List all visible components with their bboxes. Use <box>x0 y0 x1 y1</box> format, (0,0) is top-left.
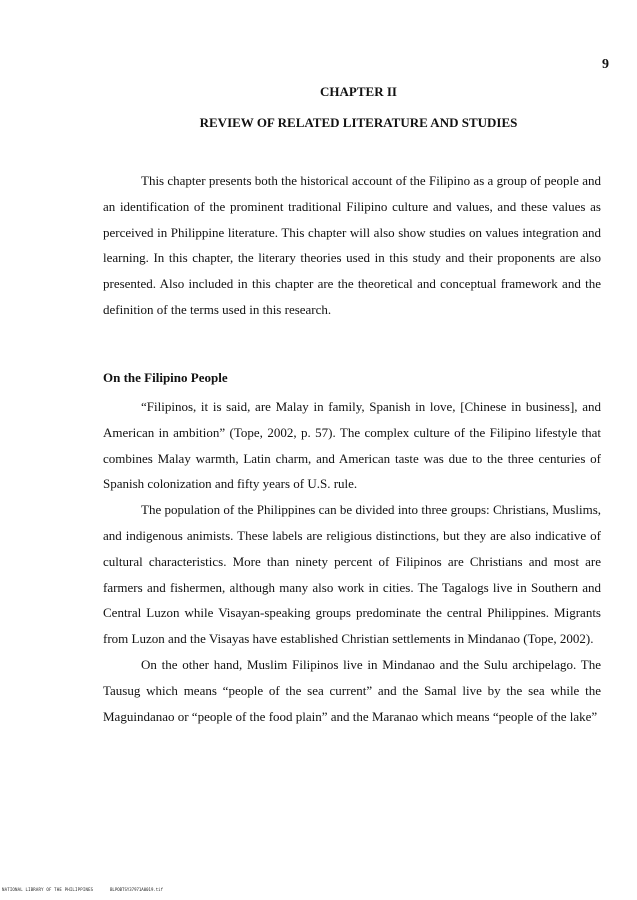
section-paragraph-2: The population of the Philippines can be divided into three groups: Christians, Muslims, and indigenous animists. These labels are religious distinctions, but they are also indicative of cultural characteristics. More than ninety percent of Filipinos are Christians and most are farmers and fishermen, although many also work in cities. The Tagalogs live in Southern and Central Luzon while Visayan-speaking groups predominate the central Philippines. Migrants from Luzon and the Visayas have established Christian settlements in Mindanao (Tope, 2002). <box>103 502 601 647</box>
chapter-title: REVIEW OF RELATED LITERATURE AND STUDIES <box>199 115 518 130</box>
chapter-label: CHAPTER II <box>320 84 397 99</box>
filipino-people-section <box>103 394 601 729</box>
intro-section <box>103 168 601 323</box>
footer-file-id: BLPOBTSY37971A0019.tif <box>110 887 163 892</box>
section-paragraph-3: On the other hand, Muslim Filipinos live in Mindanao and the Sulu archipelago. The Tausug which means “people of the sea current” and the Samal live by the sea while the Maguindanao or “people of the food plain” and the Maranao which means “people of the lake” <box>103 656 601 724</box>
footer-library: NATIONAL LIBRARY OF THE PHILIPPINES <box>2 887 94 892</box>
intro-paragraph: This chapter presents both the historical account of the Filipino as a group of people and an identification of the prominent traditional Filipino culture and values, and these values as perceived in Philippine literature. This chapter will also show studies on values integration and learning. In this chapter, the literary theories used in this study and their proponents are also presented. Also included in this chapter are the theoretical and conceptual framework and the definition of the terms used in this research. <box>103 173 601 317</box>
page-number: 9 <box>602 57 609 72</box>
section-paragraph-1: “Filipinos, it is said, are Malay in family, Spanish in love, [Chinese in business], and American in ambition” (Tope, 2002, p. 57). The complex culture of the Filipino lifestyle that combines Malay warmth, Latin charm, and American taste was due to the three centuries of Spanish colonization and fifty years of U.S. rule. <box>103 399 601 492</box>
section-heading: On the Filipino People <box>103 370 228 385</box>
